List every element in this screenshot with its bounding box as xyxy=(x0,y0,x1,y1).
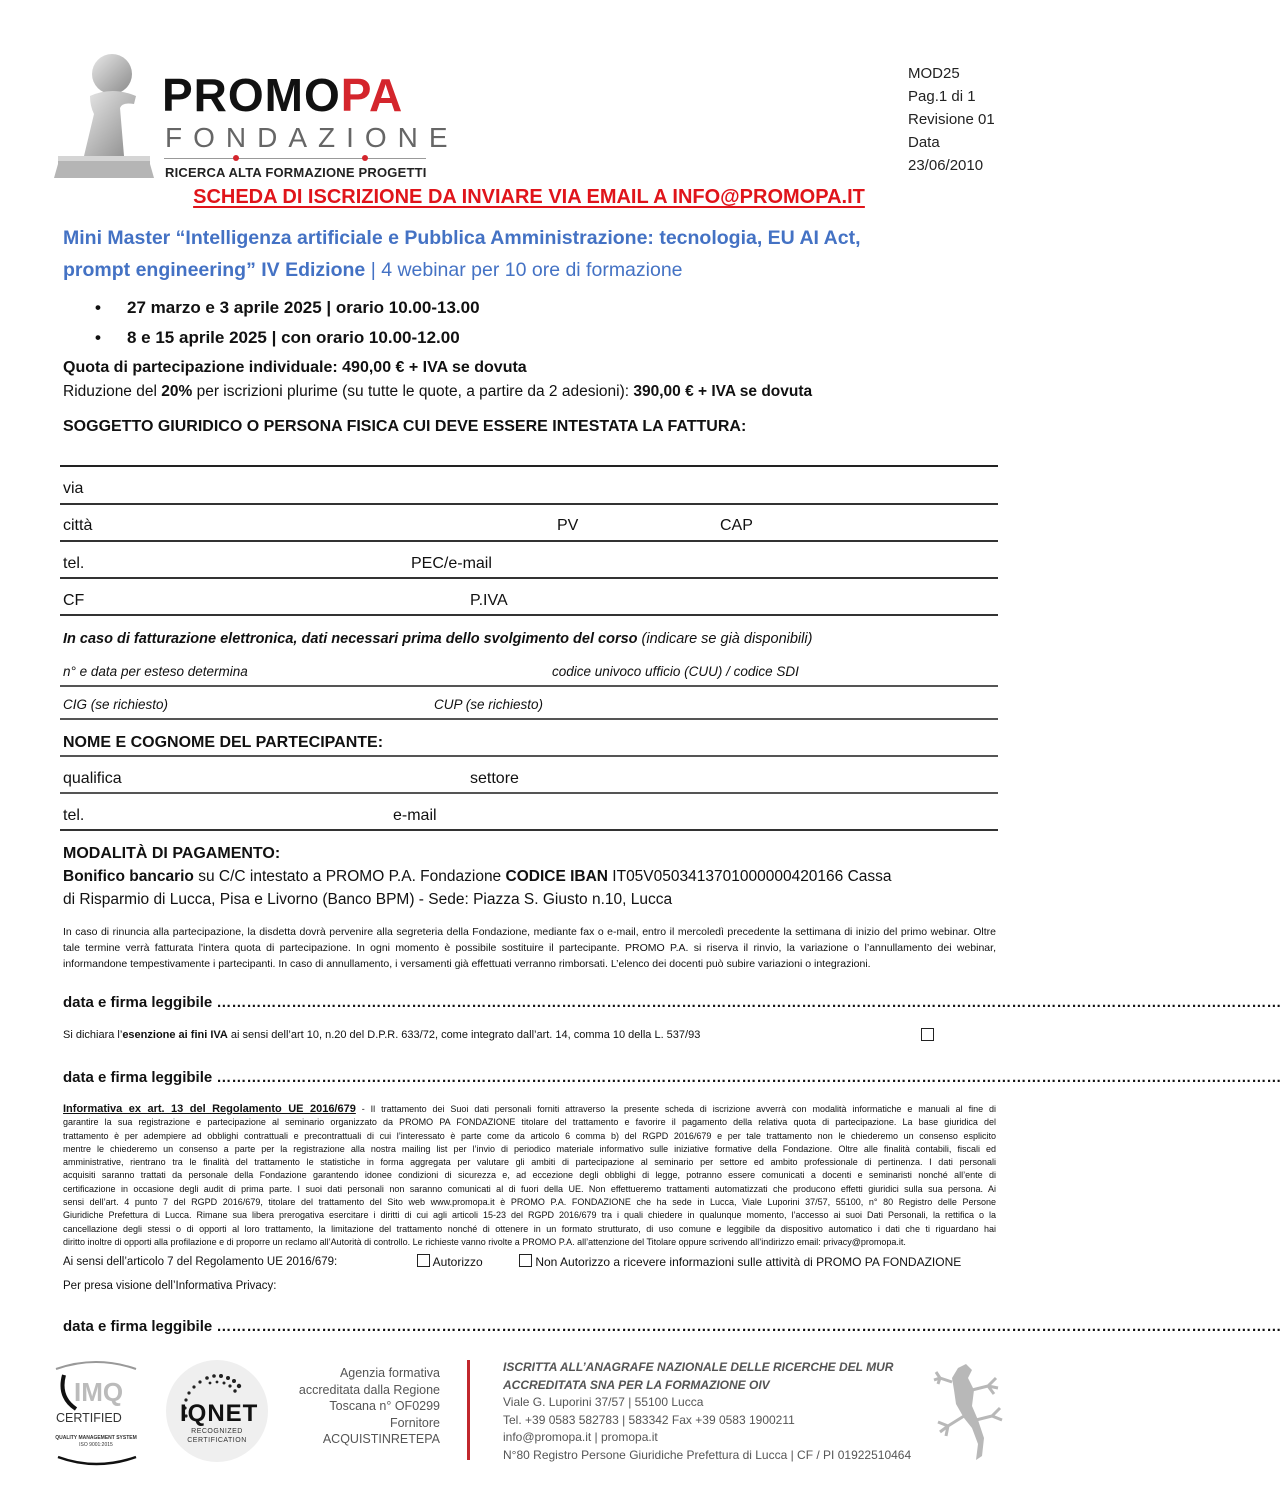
vat-exemption-checkbox[interactable] xyxy=(921,1028,934,1041)
vat-suffix: ai sensi dell’art 10, n.20 del D.P.R. 633/72, come integrato dall’art. 14, comma 10 della L. 537/93 xyxy=(227,1029,701,1041)
not-authorize-checkbox[interactable] xyxy=(519,1254,532,1267)
billing-citta-field[interactable] xyxy=(60,540,998,542)
einvoice-note: (indicare se già disponibili) xyxy=(637,631,813,647)
einvoice-heading xyxy=(63,631,812,647)
privacy-line: diritto inoltre di opporti alla profilazione e di proporre un reclamo all’Autorità di controllo. Le richieste vanno rivolte a PROMO P.A. all’attenzione del Titolare oppure scrivendo all’indirizzo email: privacy@promopa.it. xyxy=(63,1236,906,1247)
privacy-line: amministrative, rientrano tra le finalità del trattamento le statistiche in forma aggregata per valutare gli ambiti di partecipazione al seminario per settore ed ambito professionale di pertinenza. I dati personali xyxy=(63,1157,996,1168)
privacy-line: acquisiti saranno trattati da personale della Fondazione garantendo idonee condizioni di sicurezza e, ad eccezione degli obblighi di legge, potranno essere comunicati a docenti e seminaristi nonché all’ente di xyxy=(63,1170,996,1181)
bullet-icon: • xyxy=(95,298,101,317)
billing-cap-label: CAP xyxy=(720,517,753,534)
agency-line: Toscana n° OF0299 xyxy=(329,1399,440,1413)
logo-wordmark xyxy=(162,69,404,121)
cig-field[interactable] xyxy=(60,718,998,720)
privacy-line: certificazione in occasione degli audit di prima parte. I suoi dati personali non saranno comunicati al di fuori della UE. Non effettueremo trattamenti automatizzati che producono effetti giuridici sulla sua persona. Ai xyxy=(63,1183,996,1194)
imq-certified: CERTIFIED xyxy=(56,1411,122,1425)
authorize-checkbox[interactable] xyxy=(417,1254,430,1267)
imq-brand: IMQ xyxy=(74,1377,124,1407)
billing-tel-field[interactable] xyxy=(60,577,998,579)
determina-label: n° e data per esteso determina xyxy=(63,664,248,679)
participant-name-field[interactable] xyxy=(60,755,998,757)
agency-line: Agenzia formativa xyxy=(339,1366,440,1380)
participant-qualifica-label: qualifica xyxy=(63,770,122,787)
iqnet-brand: IQNET xyxy=(180,1400,259,1427)
logo-subtitle: FONDAZIONE xyxy=(165,122,459,153)
logo-word-red: PA xyxy=(340,69,404,121)
logo-dot xyxy=(362,155,368,161)
logo-tagline: RICERCA ALTA FORMAZIONE PROGETTI xyxy=(165,165,427,180)
participant-email-label: e-mail xyxy=(393,807,437,824)
signature-line-3[interactable]: data e firma leggibile …………………………………………………………………………………………………………………………………………………………………………………………… xyxy=(63,1318,1281,1335)
pawn-statue-icon xyxy=(50,44,160,180)
vat-bold: esenzione ai fini IVA xyxy=(122,1029,228,1041)
bullet-icon: • xyxy=(95,328,101,347)
phone-line: Tel. +39 0583 582783 | 583342 Fax +39 0583 1900211 xyxy=(503,1412,795,1427)
payment-bonifico: Bonifico bancario xyxy=(63,868,194,885)
doc-date: 23/06/2010 xyxy=(908,157,984,174)
billing-cf-field[interactable] xyxy=(60,614,998,616)
date-text: 8 e 15 aprile 2025 | con orario 10.00-12.00 xyxy=(127,328,460,347)
agency-accreditation xyxy=(280,1365,440,1448)
billing-piva-label: P.IVA xyxy=(470,592,508,609)
cuu-label: codice univoco ufficio (CUU) / codice SDI xyxy=(552,664,799,679)
reduction-mid: per iscrizioni plurime (su tutte le quote, a partire da 2 adesioni): xyxy=(192,383,634,400)
iqnet-recognized: RECOGNIZED xyxy=(191,1428,243,1435)
agency-line: ACQUISTINRETEPA xyxy=(322,1432,440,1446)
billing-pec-label: PEC/e-mail xyxy=(411,555,492,572)
registration-line: N°80 Registro Persone Giuridiche Prefettura di Lucca | CF / PI 01922510464 xyxy=(503,1447,912,1462)
vat-exemption-text xyxy=(63,1029,700,1041)
footer-contacts xyxy=(503,1359,911,1464)
not-authorize-label: Non Autorizzo a ricevere informazioni sulle attività di PROMO PA FONDAZIONE xyxy=(535,1255,962,1269)
promopa-logo xyxy=(50,44,459,180)
einvoice-heading-bold: In caso di fatturazione elettronica, dati necessari prima dello svolgimento del corso xyxy=(63,631,638,647)
billing-via-field[interactable] xyxy=(60,503,998,505)
determina-field[interactable] xyxy=(60,685,998,687)
billing-tel-label: tel. xyxy=(63,555,85,572)
reduction-prefix: Riduzione del xyxy=(63,383,162,400)
doc-code: MOD25 xyxy=(908,65,960,82)
field-line xyxy=(60,465,998,467)
course-title xyxy=(63,222,1013,286)
privacy-line: cancellazione degli stessi o di opporti al loro trattamento, la limitazione del trattamento nonché di ottenere in un formato strutturato, di uso comune e leggibile da dispositivo automatico i dati che ti riguardano hai xyxy=(63,1223,996,1234)
signature-line-1[interactable]: data e firma leggibile …………………………………………………………………………………………………………………………………………………………………………………………… xyxy=(63,994,1281,1011)
cig-label: CIG (se richiesto) xyxy=(63,697,169,712)
billing-via-label: via xyxy=(63,480,84,497)
billing-pv-label: PV xyxy=(557,517,579,534)
course-details: 4 webinar per 10 ore di formazione xyxy=(381,259,683,281)
privacy-line xyxy=(63,1103,996,1116)
privacy-text: - Il trattamento dei Suoi dati personali forniti attraverso la presente scheda di iscrizione avverrà con modalità informatiche e manuali al fine di xyxy=(355,1104,996,1114)
consent-not-authorize-option[interactable] xyxy=(519,1254,961,1269)
email-line: info@promopa.it | promopa.it xyxy=(503,1430,658,1444)
payment-text: su C/C intestato a PROMO P.A. Fondazione xyxy=(193,868,506,885)
dates-list xyxy=(95,293,480,353)
participant-heading: NOME E COGNOME DEL PARTECIPANTE: xyxy=(63,734,384,751)
vat-prefix: Si dichiara l’ xyxy=(63,1029,123,1041)
reduction-price: 390,00 € + IVA se dovuta xyxy=(633,383,813,400)
cup-label: CUP (se richiesto) xyxy=(434,697,544,712)
privacy-line: Giuridiche Prefettura di Lucca. Rimane sua libera prerogativa esercitare i diritti di cui agli articoli 15-23 del RGPD 2016/679 tra i quali chiedere in qualunque momento, l’accesso ai suoi Dati Personali, la rettifica o la xyxy=(63,1210,996,1221)
privacy-line: mentre le chiederemo un consenso a parte per la registrazione alla nostra mailing list per l’invio di periodico materiale informativo sulle iniziative formative della Fondazione. Oltre alle finalità contabili, fiscali ed xyxy=(63,1143,996,1154)
agency-line: accreditata dalla Regione xyxy=(298,1382,440,1397)
imq-system: QUALITY MANAGEMENT SYSTEM xyxy=(55,1435,137,1441)
doc-page: Pag.1 di 1 xyxy=(908,88,976,105)
form-title: SCHEDA DI ISCRIZIONE DA INVIARE VIA EMAIL A INFO@PROMOPA.IT xyxy=(193,186,865,208)
privacy-line: garantire la sua registrazione e partecipazione al seminario organizzato da PROMO PA FONDAZIONE titolare del trattamento e favorire il pagamento della relativa quota di partecipazione. La base giuridica del xyxy=(63,1117,996,1128)
billing-heading: SOGGETTO GIURIDICO O PERSONA FISICA CUI DEVE ESSERE INTESTATA LA FATTURA: xyxy=(63,418,747,435)
payment-heading: MODALITÀ DI PAGAMENTO: xyxy=(63,845,281,862)
privacy-view-label: Per presa visione dell’Informativa Privacy: xyxy=(63,1280,277,1292)
address-line: Viale G. Luporini 37/57 | 55100 Lucca xyxy=(503,1395,704,1409)
price-reduction xyxy=(63,383,812,401)
iban-label: CODICE IBAN xyxy=(505,868,608,885)
billing-cf-label: CF xyxy=(63,592,85,609)
agency-line: Fornitore xyxy=(389,1415,440,1430)
payment-line1 xyxy=(63,868,892,886)
iqnet-logo xyxy=(166,1360,268,1462)
doc-revision: Revisione 01 xyxy=(908,111,995,128)
participant-qualifica-field[interactable] xyxy=(60,792,998,794)
imq-iso: ISO 9001:2015 xyxy=(79,1442,113,1448)
privacy-line: trattamento è per adempiere ad obblighi contrattuali e precontrattuali di cui l’interessato è parte come da articolo 6 comma b) del RGPD 2016/679 e per tale trattamento non le chiederemo un consenso esplicito xyxy=(63,1130,996,1141)
footer-divider xyxy=(467,1360,470,1460)
date-text: 27 marzo e 3 aprile 2025 | orario 10.00-13.00 xyxy=(127,298,480,317)
registry-line: ACCREDITATA SNA PER LA FORMAZIONE OIV xyxy=(503,1377,770,1392)
participant-tel-label: tel. xyxy=(63,807,85,824)
date-item xyxy=(95,293,480,323)
logo-dot xyxy=(233,155,239,161)
iban-value: IT05V0503413701000000420166 Cassa xyxy=(607,868,892,885)
course-separator: | xyxy=(365,259,382,281)
authorize-label: Autorizzo xyxy=(432,1255,483,1269)
iqnet-certification: CERTIFICATION xyxy=(187,1437,247,1444)
date-item xyxy=(95,323,480,353)
course-name-line1: Mini Master “Intelligenza artificiale e Pubblica Amministrazione: tecnologia, EU AI Act, xyxy=(63,227,861,249)
billing-citta-label: città xyxy=(63,517,93,534)
document-info xyxy=(908,62,995,177)
reduction-pct: 20% xyxy=(161,383,193,400)
price-individual: Quota di partecipazione individuale: 490,00 € + IVA se dovuta xyxy=(63,359,527,376)
doc-date-label: Data xyxy=(908,134,940,151)
participant-settore-label: settore xyxy=(470,770,519,787)
privacy-title: Informativa ex art. 13 del Regolamento UE 2016/679 xyxy=(63,1103,356,1115)
consent-label: Ai sensi dell’articolo 7 del Regolamento UE 2016/679: xyxy=(63,1256,338,1268)
cancellation-policy: In caso di rinuncia alla partecipazione, la disdetta dovrà pervenire alla segreteria della Fondazione, mediante fax o e-mail, entro il mercoledì precedente la settimana di inizio del primo webinar. Oltre tale termine verrà fatturata l'intera quota di partecipazione. In ogni momento è possibile sostituire il partecipante. PROMO P.A. si riserva il rinvio, la variazione o l’annullamento dei webinar, informandone tempestivamente i partecipanti. In caso di annullamento, i versamenti già effettuati verranno rimborsati. L’elenco dei docenti può subire variazioni o integrazioni. xyxy=(63,926,996,970)
course-name-line2: prompt engineering” IV Edizione xyxy=(63,259,366,281)
privacy-line: sensi dell’art. 4 punto 7 del RGPD 2016/679, titolare del trattamento del Sito web www.promopa.it è PROMO P.A. FONDAZIONE che ha sede in Lucca, Viale Luporini 37/57, 55100, n° 80 Registro delle Persone xyxy=(63,1197,996,1208)
consent-authorize-option[interactable] xyxy=(417,1254,483,1269)
payment-line2: di Risparmio di Lucca, Pisa e Livorno (Banco BPM) - Sede: Piazza S. Giusto n.10, Lucca xyxy=(63,891,673,908)
signature-line-2[interactable]: data e firma leggibile …………………………………………………………………………………………………………………………………………………………………………………………… xyxy=(63,1069,1281,1086)
imq-certified-logo xyxy=(50,1357,142,1469)
participant-tel-field[interactable] xyxy=(60,829,998,831)
logo-divider xyxy=(164,158,426,159)
registry-line: ISCRITTA ALL’ANAGRAFE NAZIONALE DELLE RICERCHE DEL MUR xyxy=(503,1360,894,1374)
privacy-notice xyxy=(63,1103,996,1249)
logo-word-black: PROMO xyxy=(162,69,341,121)
gecko-icon xyxy=(928,1360,1008,1464)
